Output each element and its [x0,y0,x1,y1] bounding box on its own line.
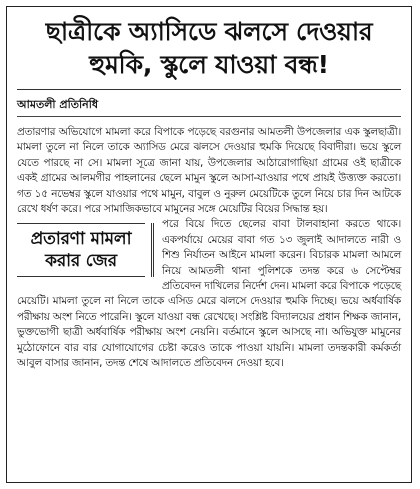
news-clipping [6,6,412,483]
article-body [17,125,401,372]
paragraph-1: প্রতারণার অভিযোগে মামলা করে বিপাকে পড়েছে বরগুনার আমতলী উপজেলার এক স্কুলছাত্রী। মামলা তুলে না নিলে তাকে অ্যাসিড মেরে ঝলসে দেওয়ার হুমকি দিয়েছে বিবাদীরা। ভয়ে স্কুলে যেতে পারছে না সে। মামলা সূত্রে জানা যায়, উপজেলার আঠারোগাছিয়া গ্রামের ওই ছাত্রীকে একই গ্রামের আলমগীর পাহলানের ছেলে মামুন স্কুলে আসা-যাওয়ার পথে প্রায়ই উত্ত্যক্ত করতো। গত ১৫ নভেম্বর স্কুলে যাওয়ার পথে মামুন, বাবুল ও নুরুল মেয়েটিকে তুলে নিয়ে চার দিন আটকে রেখে ধর্ষণ করে। পরে সামাজিকভাবে মামুনের সঙ্গে মেয়েটির বিয়ের সিদ্ধান্ত হয়। [17,126,401,216]
pull-quote-area [17,217,401,371]
pull-quote-box [17,223,154,277]
headline-divider [17,89,401,90]
article-headline: ছাত্রীকে অ্যাসিডে ঝলসে দেওয়ার হুমকি, স্কুলে যাওয়া বন্ধ! [45,17,373,79]
paragraph-2: পরে বিয়ে দিতে ছেলের বাবা টালবাহানা করতে থাকে। একপর্যায়ে মেয়ের বাবা গত ১৩ জুলাই আদালতে নারী ও শিশু নির্যাতন আইনে মামলা করেন। বিচারক মামলা আমলে নিয়ে আমতলী থানা পুলিশকে তদন্ত করে ৬ সেপ্টেম্বর প্রতিবেদন দাখিলের নির্দেশ দেন। মামলা করে বিপাকে পড়েছে মেয়েটি। মামলা তুলে না নিলে তাকে এসিড মেরে ঝলসে দেওয়ার হুমকি দিচ্ছে। ভয়ে অর্ধবার্ষিক পরীক্ষায় অংশ নিতে পারেনি। স্কুলে যাওয়া বন্ধ রেখেছে। সংশ্লিষ্ট বিদ্যালয়ের প্রধান শিক্ষক জানান, ভুক্তভোগী ছাত্রী অর্ধবার্ষিক পরীক্ষায় অংশ নেয়নি। বর্তমানে স্কুলে আসছে না। অভিযুক্ত মামুনের মুঠোফোনে বার বার যোগাযোগের চেষ্টা করেও তাকে পাওয়া যায়নি। মামলা তদন্তকারী কর্মকর্তা আবুল বাসার জানান, তদন্ত শেষে আদালতে প্রতিবেদন দেওয়া হবে। [17,218,401,370]
byline: আমতলী প্রতিনিধি [17,98,401,117]
pull-quote: প্রতারণা মামলা করার জের [17,223,145,277]
